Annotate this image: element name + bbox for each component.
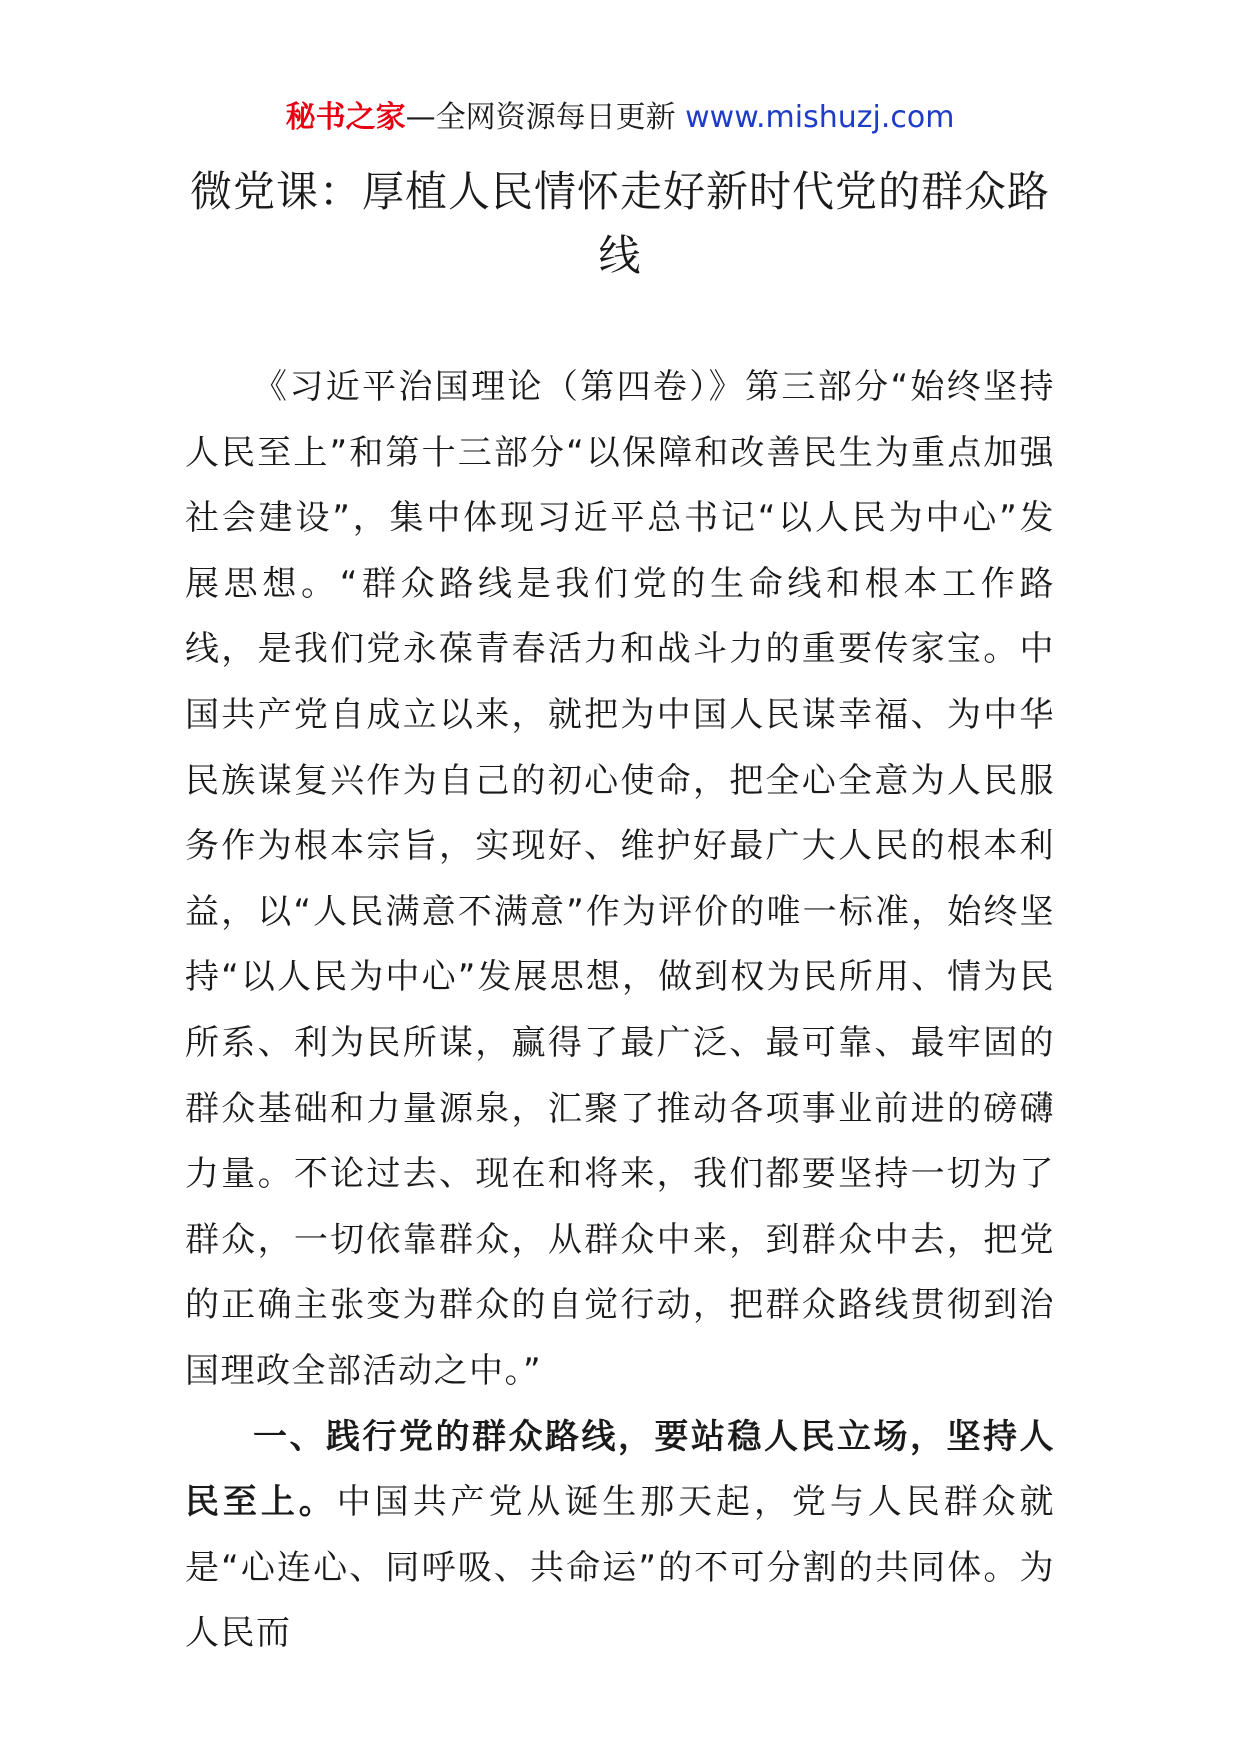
document-body (185, 355, 1055, 1667)
site-tagline: —全网资源每日更新 (405, 100, 686, 135)
document-title: 微党课：厚植人民情怀走好新时代党的群众路线 (189, 167, 1050, 280)
intro-paragraph: 《习近平治国理论（第四卷）》第三部分“始终坚持人民至上”和第十三部分“以保障和改善民生为重点加强社会建设”，集中体现习近平总书记“以人民为中心”发展思想。“群众路线是我们党的生命线和根本工作路线，是我们党永葆青春活力和战斗力的重要传家宝。中国共产党自成立以来，就把为中国人民谋幸福、为中华民族谋复兴作为自己的初心使命，把全心全意为人民服务作为根本宗旨，实现好、维护好最广大人民的根本利益，以“人民满意不满意”作为评价的唯一标准，始终坚持“以人民为中心”发展思想，做到权为民所用、情为民所系、利为民所谋，赢得了最广泛、最可靠、最牢固的群众基础和力量源泉，汇聚了推动各项事业前进的磅礴力量。不论过去、现在和将来，我们都要坚持一切为了群众，一切依靠群众，从群众中来，到群众中去，把党的正确主张变为群众的自觉行动，把群众路线贯彻到治国理政全部活动之中。” (185, 367, 1055, 1391)
site-header (0, 98, 1240, 138)
site-url-link[interactable]: www.mishuzj.com (685, 100, 955, 135)
section-1-text: 中国共产党从诞生那天起，党与人民群众就是“心连心、同呼吸、共命运”的不可分割的共同体。为人民而 (185, 1482, 1056, 1654)
section-1-heading: 一、践行党的群众路线，要站稳人民立场，坚持人民至上。 (185, 1416, 1055, 1523)
section-1-paragraph (185, 1405, 1055, 1667)
site-brand: 秘书之家 (285, 100, 406, 135)
